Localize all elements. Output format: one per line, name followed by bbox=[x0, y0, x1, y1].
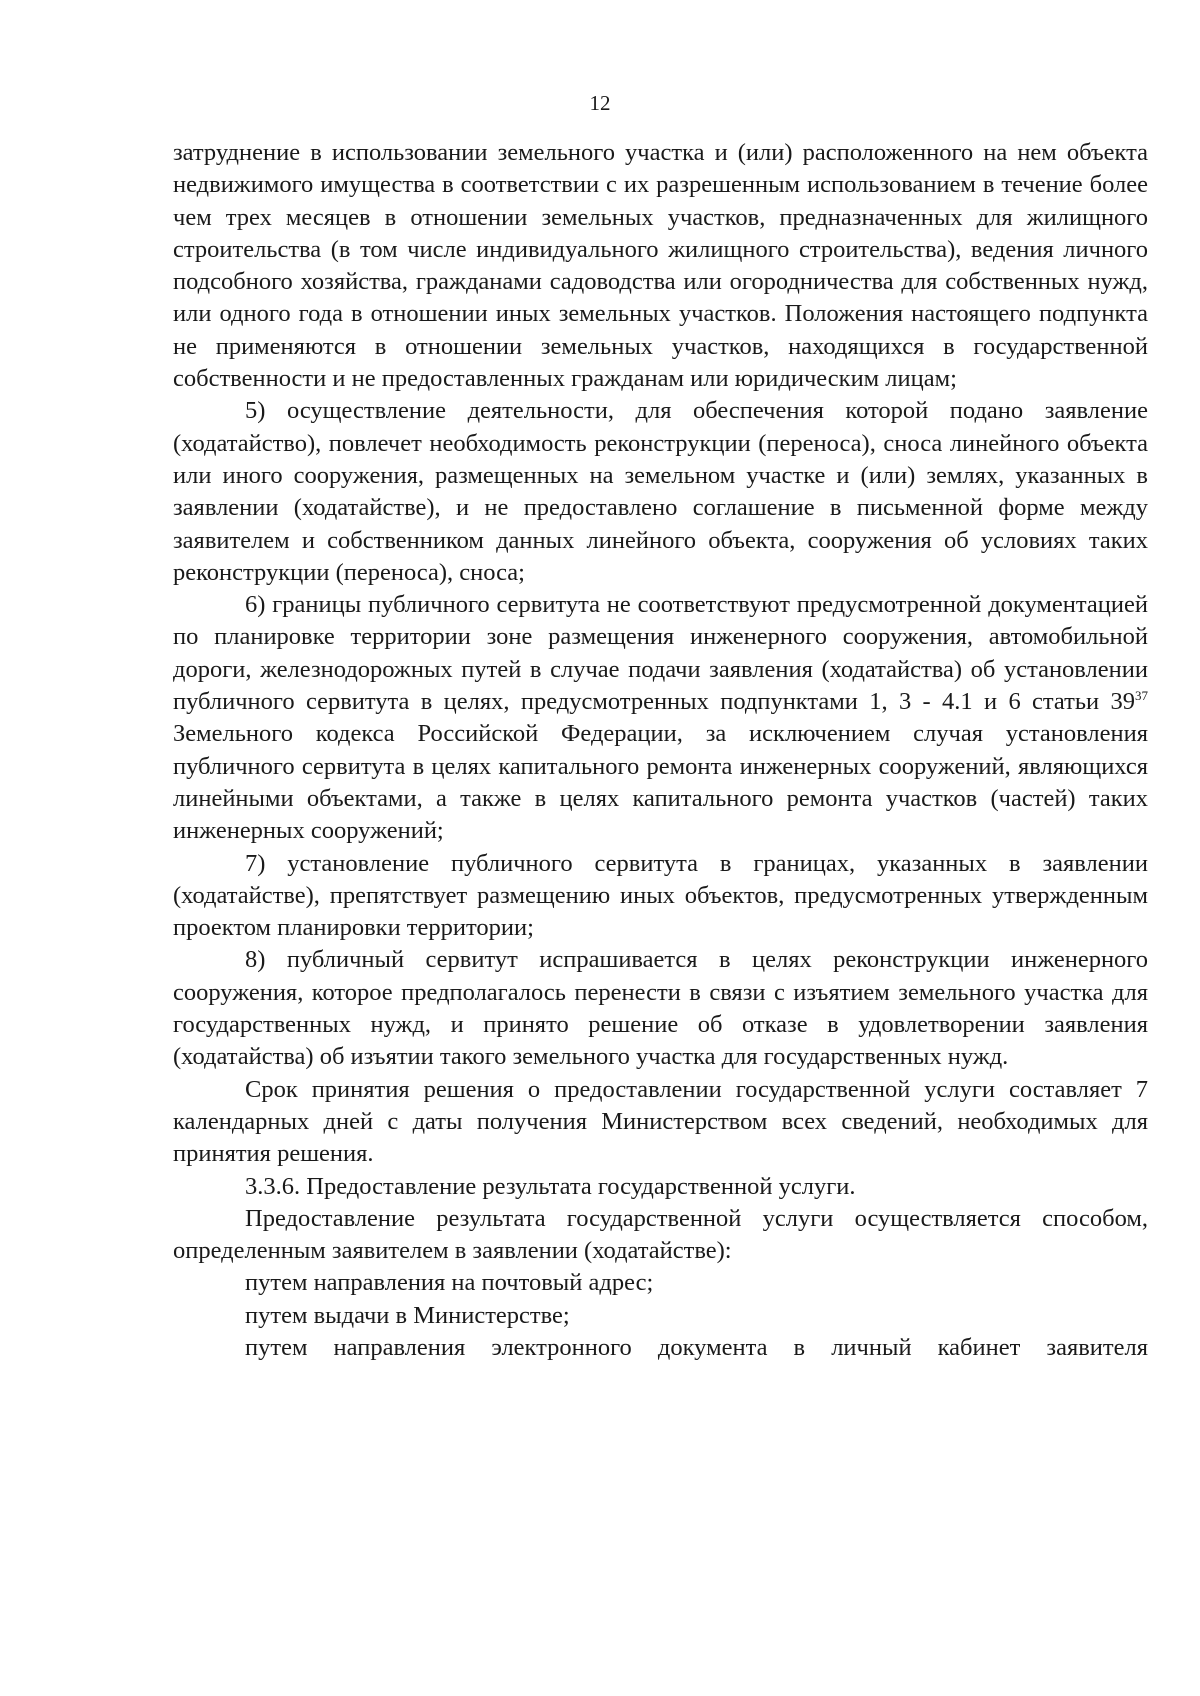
paragraph-result-method: Предоставление результата государственной услуги осуществляется способом, определенным заявителем в заявлении (ходатайстве): bbox=[173, 1204, 1148, 1265]
paragraph-deadline: Срок принятия решения о предоставлении государственной услуги составляет 7 календарных дней с даты получения Министерством всех сведений, необходимых для принятия решения. bbox=[173, 1075, 1148, 1168]
list-item-postal: путем направления на почтовый адрес; bbox=[245, 1269, 654, 1297]
list-item-electronic: путем направления электронного документа в личный кабинет заявителя bbox=[245, 1333, 1148, 1361]
paragraph-continuation: затруднение в использовании земельного участка и (или) расположенного на нем объекта недвижимого имущества в соответствии с их разрешенным использованием в течение более чем трех месяцев в отношении земельных участков, предназначенных для жилищного строительства (в том числе индивидуального жилищного строительства), ведения личного подсобного хозяйства, гражданами садоводства или огородничества для собственных нужд, или одного года в отношении иных земельных участков. Положения настоящего подпункта не применяются в отношении земельных участков, находящихся в государственной собственности и не предоставленных гражданам или юридическим лицам; bbox=[173, 139, 1148, 393]
paragraph-item-7: 7) установление публичного сервитута в границах, указанных в заявлении (ходатайстве), препятствует размещению иных объектов, предусмотренных утвержденным проектом планировки территории; bbox=[173, 849, 1148, 942]
section-heading-3-3-6: 3.3.6. Предоставление результата государственной услуги. bbox=[245, 1172, 856, 1200]
article-superscript: 37 bbox=[1135, 687, 1148, 703]
list-item-ministry: путем выдачи в Министерстве; bbox=[245, 1301, 570, 1329]
document-body bbox=[173, 137, 1148, 1364]
paragraph-item-6-text-a: 6) границы публичного сервитута не соответствуют предусмотренной документацией по планировке территории зоне размещения инженерного сооружения, автомобильной дороги, железнодорожных путей в случае подачи заявления (ходатайства) об установлении публичного сервитута в целях, предусмотренных подпунктами 1, 3 - 4.1 и 6 статьи 39 bbox=[173, 591, 1148, 716]
page-number: 12 bbox=[589, 91, 611, 115]
paragraph-item-6-text-b: Земельного кодекса Российской Федерации, за исключением случая установления публичного сервитута в целях капитального ремонта инженерных сооружений, являющихся линейными объектами, а также в целях капитального ремонта участков (частей) таких инженерных сооружений; bbox=[173, 720, 1148, 845]
paragraph-item-6 bbox=[173, 589, 1148, 847]
paragraph-item-5: 5) осуществление деятельности, для обеспечения которой подано заявление (ходатайство), повлечет необходимость реконструкции (переноса), сноса линейного объекта или иного сооружения, размещенных на земельном участке и (или) землях, указанных в заявлении (ходатайстве), и не предоставлено соглашение в письменной форме между заявителем и собственником данных линейного объекта, сооружения об условиях таких реконструкции (переноса), сноса; bbox=[173, 397, 1148, 586]
paragraph-item-8: 8) публичный сервитут испрашивается в целях реконструкции инженерного сооружения, которое предполагалось перенести в связи с изъятием земельного участка для государственных нужд, и принято решение об отказе в удовлетворении заявления (ходатайства) об изъятии такого земельного участка для государственных нужд. bbox=[173, 946, 1148, 1071]
